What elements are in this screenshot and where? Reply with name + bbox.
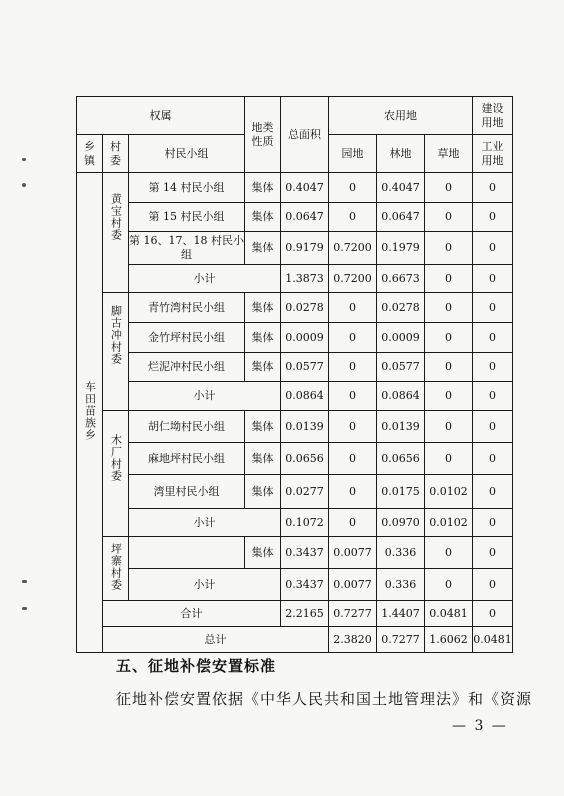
garden-cell: 0.7200	[329, 265, 377, 293]
village-name: 坪寨村委	[109, 542, 123, 591]
industrial-cell: 0	[473, 265, 513, 293]
header-agricultural: 农用地	[329, 97, 473, 135]
scan-mark	[22, 183, 26, 187]
total-cell: 0.3437	[281, 537, 329, 569]
grass-cell: 0	[425, 537, 473, 569]
industrial-cell: 0	[473, 323, 513, 353]
forest-cell: 0.0278	[377, 293, 425, 323]
total-cell: 0.0139	[281, 411, 329, 443]
forest-cell: 0.336	[377, 537, 425, 569]
forest-cell: 0.0009	[377, 323, 425, 353]
group-cell: 湾里村民小组	[129, 475, 245, 509]
grass-cell: 0.0102	[425, 475, 473, 509]
header-grass: 草地	[425, 135, 473, 173]
nature-cell: 集体	[245, 293, 281, 323]
industrial-cell: 0	[473, 203, 513, 232]
grass-cell: 0	[425, 569, 473, 601]
grass-cell: 0.0481	[425, 601, 473, 627]
total-cell: 0.0009	[281, 323, 329, 353]
table-row	[77, 537, 513, 569]
village-cell	[103, 293, 129, 382]
grass-cell: 0.0481	[473, 627, 513, 653]
header-village-committee: 村 委	[103, 135, 129, 173]
industrial-cell: 0	[473, 382, 513, 411]
garden-cell: 0	[329, 293, 377, 323]
header-land-nature: 地类 性质	[245, 97, 281, 173]
subtotal-row	[77, 265, 513, 293]
total-cell: 0.0277	[281, 475, 329, 509]
scan-mark	[22, 607, 27, 610]
combined-row	[77, 601, 513, 627]
garden-cell: 0.7277	[377, 627, 425, 653]
nature-cell: 集体	[245, 232, 281, 265]
table-row	[77, 411, 513, 443]
forest-cell: 0.1979	[377, 232, 425, 265]
township-cell	[77, 173, 103, 653]
industrial-cell: 0	[473, 353, 513, 382]
scan-mark	[22, 158, 26, 161]
grass-cell: 0	[425, 323, 473, 353]
village-name: 脚古冲村委	[109, 305, 123, 366]
forest-cell: 0.0864	[377, 382, 425, 411]
garden-cell: 0	[329, 323, 377, 353]
header-villager-group: 村民小组	[129, 135, 245, 173]
garden-cell: 0.7277	[329, 601, 377, 627]
header-construction: 建设 用地	[473, 97, 513, 135]
forest-cell: 0.0647	[377, 203, 425, 232]
village-cell-blank	[103, 509, 129, 537]
table-row	[77, 443, 513, 475]
group-cell: 胡仁坳村民小组	[129, 411, 245, 443]
forest-cell: 0.6673	[377, 265, 425, 293]
header-ownership: 权属	[77, 97, 245, 135]
nature-cell: 集体	[245, 353, 281, 382]
forest-cell: 1.4407	[377, 601, 425, 627]
garden-cell: 0.0077	[329, 569, 377, 601]
garden-cell: 0	[329, 475, 377, 509]
industrial-cell: 0	[473, 443, 513, 475]
header-row	[77, 97, 513, 135]
village-cell-blank	[103, 382, 129, 411]
village-cell	[103, 537, 129, 601]
table-row	[77, 475, 513, 509]
combined-label: 合计	[103, 601, 281, 627]
nature-cell: 集体	[245, 173, 281, 203]
group-cell: 第 14 村民小组	[129, 173, 245, 203]
grass-cell: 0	[425, 293, 473, 323]
total-cell: 0.0656	[281, 443, 329, 475]
header-township: 乡 镇	[77, 135, 103, 173]
village-cell	[103, 411, 129, 509]
group-cell: 第 15 村民小组	[129, 203, 245, 232]
section-heading: 五、征地补偿安置标准	[116, 657, 277, 675]
industrial-cell: 0	[473, 601, 513, 627]
header-forest: 林地	[377, 135, 425, 173]
grass-cell: 0.0102	[425, 509, 473, 537]
header-total-area: 总面积	[281, 97, 329, 173]
land-acquisition-table	[76, 96, 513, 653]
subtotal-row	[77, 382, 513, 411]
grass-cell: 0	[425, 353, 473, 382]
industrial-cell: 0	[473, 475, 513, 509]
scan-mark	[22, 580, 27, 583]
grass-cell: 0	[425, 411, 473, 443]
total-cell: 1.3873	[281, 265, 329, 293]
industrial-cell: 0	[473, 232, 513, 265]
total-cell: 0.3437	[281, 569, 329, 601]
garden-cell: 0	[329, 173, 377, 203]
forest-cell: 0.336	[377, 569, 425, 601]
forest-cell: 0.0175	[377, 475, 425, 509]
total-cell: 0.1072	[281, 509, 329, 537]
industrial-cell: 0	[473, 411, 513, 443]
group-cell: 第 16、17、18 村民小组	[129, 232, 245, 265]
nature-cell: 集体	[245, 443, 281, 475]
forest-cell: 0.0656	[377, 443, 425, 475]
nature-cell: 集体	[245, 411, 281, 443]
group-cell: 金竹坪村民小组	[129, 323, 245, 353]
total-cell: 0.9179	[281, 232, 329, 265]
industrial-cell: 0	[473, 569, 513, 601]
nature-cell: 集体	[245, 537, 281, 569]
subtotal-label: 小计	[129, 265, 281, 293]
grass-cell: 0	[425, 443, 473, 475]
group-cell: 青竹湾村民小组	[129, 293, 245, 323]
village-cell	[103, 173, 129, 265]
total-cell: 0.0577	[281, 353, 329, 382]
garden-cell: 0	[329, 443, 377, 475]
table-row	[77, 203, 513, 232]
garden-cell: 0	[329, 411, 377, 443]
total-cell: 0.0647	[281, 203, 329, 232]
forest-cell: 0.0139	[377, 411, 425, 443]
village-name: 黄宝村委	[109, 192, 123, 241]
grass-cell: 0	[425, 382, 473, 411]
table-row	[77, 293, 513, 323]
grass-cell: 0	[425, 203, 473, 232]
subtotal-label: 小计	[129, 509, 281, 537]
header-garden: 园地	[329, 135, 377, 173]
group-cell: 麻地坪村民小组	[129, 443, 245, 475]
forest-cell: 1.6062	[425, 627, 473, 653]
garden-cell: 0	[329, 382, 377, 411]
grass-cell: 0	[425, 173, 473, 203]
garden-cell: 0	[329, 353, 377, 382]
grass-cell: 0	[425, 265, 473, 293]
grand-total-row	[77, 627, 513, 653]
nature-cell: 集体	[245, 475, 281, 509]
subtotal-label: 小计	[129, 382, 281, 411]
nature-cell: 集体	[245, 323, 281, 353]
grass-cell: 0	[425, 232, 473, 265]
subtotal-row	[77, 569, 513, 601]
subtotal-label: 小计	[129, 569, 281, 601]
grand-total-label: 总计	[103, 627, 329, 653]
nature-cell: 集体	[245, 203, 281, 232]
forest-cell: 0.0577	[377, 353, 425, 382]
garden-cell: 0.0077	[329, 537, 377, 569]
industrial-cell: 0	[473, 509, 513, 537]
total-cell: 0.0278	[281, 293, 329, 323]
garden-cell: 0	[329, 203, 377, 232]
body-paragraph: 征地补偿安置依据《中华人民共和国土地管理法》和《资源	[116, 690, 533, 708]
industrial-cell: 0	[473, 293, 513, 323]
industrial-cell: 0	[473, 173, 513, 203]
header-industrial: 工业 用地	[473, 135, 513, 173]
total-cell: 2.3820	[329, 627, 377, 653]
forest-cell: 0.0970	[377, 509, 425, 537]
village-cell-blank	[103, 265, 129, 293]
garden-cell: 0	[329, 509, 377, 537]
subtotal-row	[77, 509, 513, 537]
group-cell: 烂泥冲村民小组	[129, 353, 245, 382]
total-cell: 0.0864	[281, 382, 329, 411]
village-name: 木厂村委	[109, 433, 123, 482]
page-number: — 3 —	[452, 718, 508, 734]
township-name: 车田苗族乡	[83, 380, 97, 441]
total-cell: 0.4047	[281, 173, 329, 203]
total-cell: 2.2165	[281, 601, 329, 627]
table-row	[77, 232, 513, 265]
table-row	[77, 323, 513, 353]
table-row	[77, 353, 513, 382]
forest-cell: 0.4047	[377, 173, 425, 203]
table-row	[77, 173, 513, 203]
group-cell	[129, 537, 245, 569]
garden-cell: 0.7200	[329, 232, 377, 265]
industrial-cell: 0	[473, 537, 513, 569]
